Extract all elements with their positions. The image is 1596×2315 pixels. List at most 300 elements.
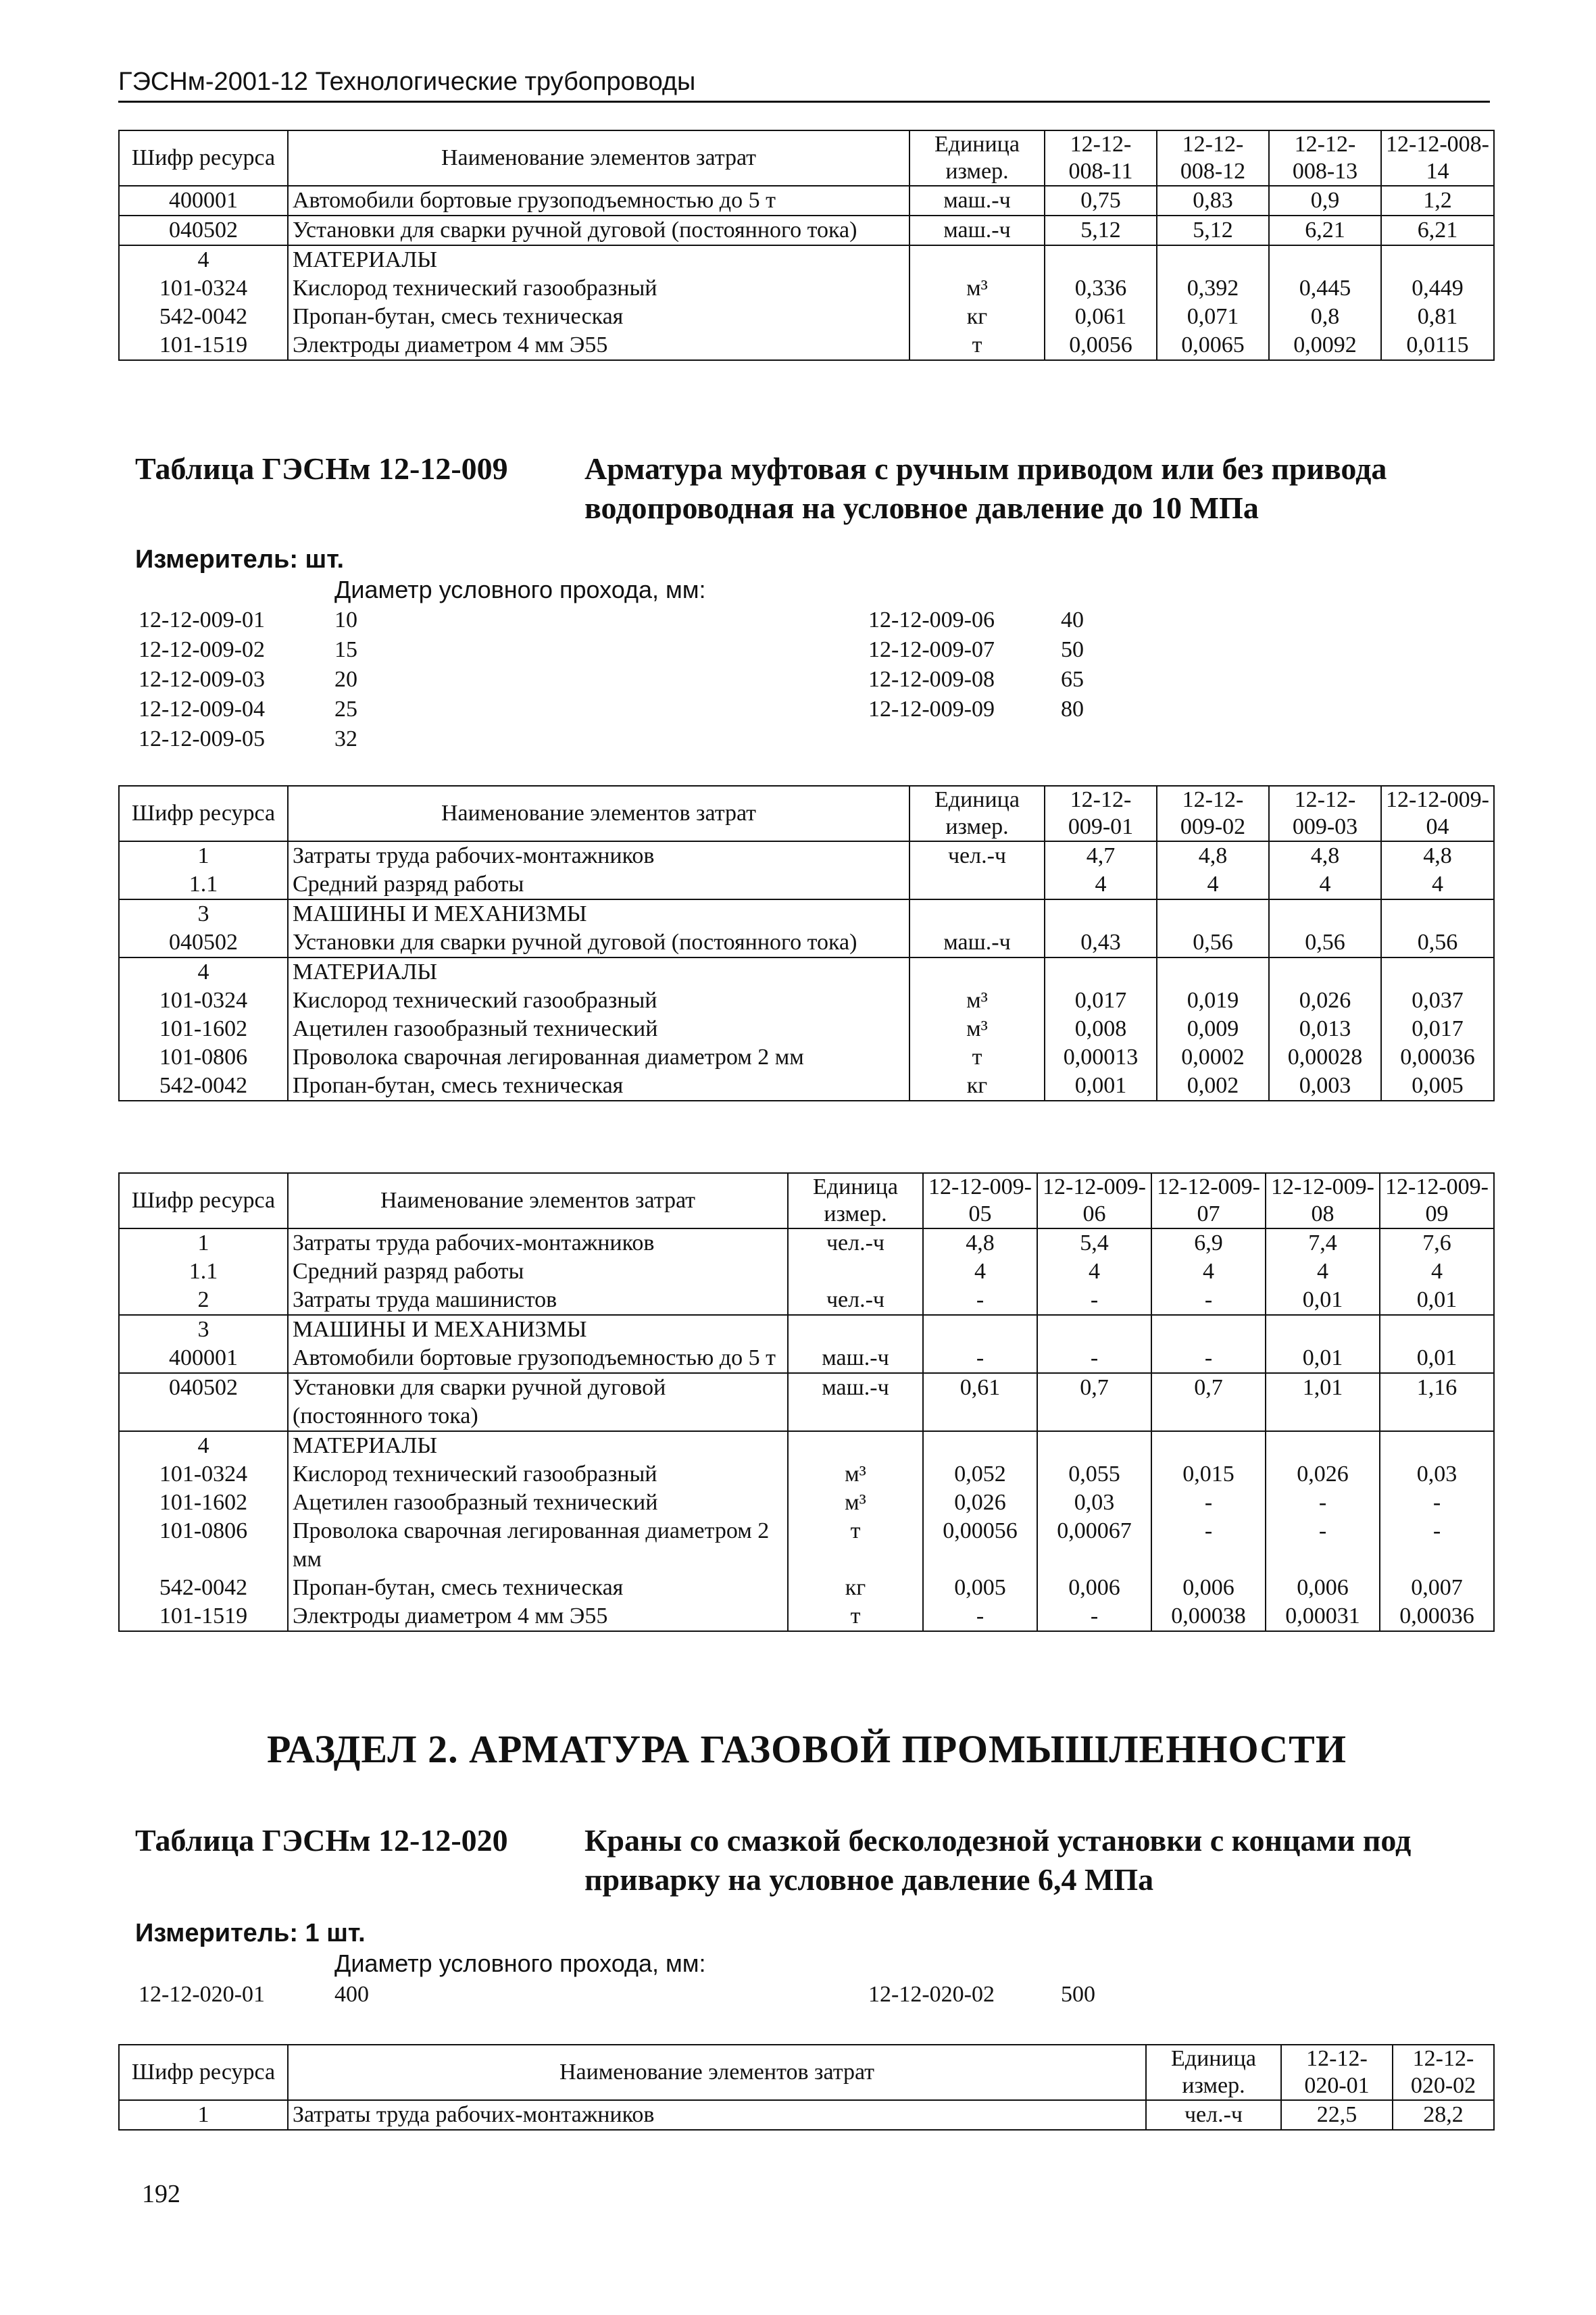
resource-code: 1 <box>119 2100 288 2130</box>
cost-element-name: МАТЕРИАЛЫ <box>288 245 909 274</box>
value-cell <box>1269 957 1381 987</box>
norm-code: 12-12-020-02 <box>868 1982 995 2007</box>
table-row <box>119 928 1494 957</box>
unit: кг <box>909 1072 1045 1101</box>
unit: т <box>788 1602 923 1631</box>
header-norm-code: 12-12-008-14 <box>1381 130 1494 186</box>
value-cell: 0,01 <box>1266 1344 1380 1373</box>
value-cell: - <box>1037 1602 1151 1631</box>
value-cell: 4,8 <box>1269 841 1381 870</box>
header-norm-code: 12-12-020-01 <box>1281 2045 1393 2100</box>
table-row <box>119 1258 1494 1286</box>
header-norm-code: 12-12-009-04 <box>1381 786 1494 841</box>
value-cell: 4,8 <box>1157 841 1269 870</box>
header-norm-code: 12-12-008-11 <box>1045 130 1157 186</box>
diameter-value: 50 <box>1061 637 1084 662</box>
value-cell <box>1380 1431 1494 1460</box>
header-norm-code: 12-12-009-03 <box>1269 786 1381 841</box>
value-cell: 4 <box>1266 1258 1380 1286</box>
unit <box>909 957 1045 987</box>
cost-element-name: Пропан-бутан, смесь техническая <box>288 1574 788 1602</box>
table-header-row <box>119 1173 1494 1228</box>
unit <box>909 870 1045 899</box>
cost-element-name: Автомобили бортовые грузоподъемностью до 5 т <box>288 1344 788 1373</box>
header-norm-code: 12-12-009-02 <box>1157 786 1269 841</box>
value-cell: 0,61 <box>923 1373 1037 1431</box>
cost-element-name: Установки для сварки ручной дуговой (постоянного тока) <box>288 216 909 245</box>
unit: кг <box>788 1574 923 1602</box>
table-row <box>119 1015 1494 1043</box>
value-cell: 0,75 <box>1045 186 1157 216</box>
value-cell <box>1380 1315 1494 1344</box>
unit <box>788 1258 923 1286</box>
unit <box>788 1431 923 1460</box>
table-row <box>119 1072 1494 1101</box>
table-row <box>119 870 1494 899</box>
value-cell <box>1037 1431 1151 1460</box>
header-norm-code: 12-12-009-08 <box>1266 1173 1380 1228</box>
table-row <box>119 2100 1494 2130</box>
value-cell: 0,0002 <box>1157 1043 1269 1072</box>
unit: маш.-ч <box>909 928 1045 957</box>
table-title-020 <box>135 1821 1500 1902</box>
value-cell: 0,007 <box>1380 1574 1494 1602</box>
norm-code: 12-12-009-07 <box>868 637 995 662</box>
table-row <box>119 841 1494 870</box>
header-norm-code: 12-12-009-06 <box>1037 1173 1151 1228</box>
value-cell <box>1266 1431 1380 1460</box>
value-cell: 4 <box>1380 1258 1494 1286</box>
cost-element-name: МАТЕРИАЛЫ <box>288 1431 788 1460</box>
diameter-value: 40 <box>1061 607 1084 632</box>
value-cell: 5,12 <box>1045 216 1157 245</box>
value-cell: 4 <box>1151 1258 1266 1286</box>
value-cell: - <box>1266 1517 1380 1574</box>
resource-code: 4 <box>119 245 288 274</box>
diameter-value: 65 <box>1061 667 1084 692</box>
meter-label: Измеритель: шт. <box>135 545 345 574</box>
value-cell <box>1045 245 1157 274</box>
table-label: Таблица ГЭСНм 12-12-009 <box>135 451 508 486</box>
value-cell: 0,009 <box>1157 1015 1269 1043</box>
section-heading: РАЗДЕЛ 2. АРМАТУРА ГАЗОВОЙ ПРОМЫШЛЕННОСТИ <box>267 1727 1347 1771</box>
unit <box>909 245 1045 274</box>
value-cell: 6,9 <box>1151 1228 1266 1258</box>
value-cell: 0,336 <box>1045 274 1157 303</box>
cost-element-name: Затраты труда рабочих-монтажников <box>288 2100 1146 2130</box>
value-cell: - <box>923 1602 1037 1631</box>
unit <box>788 1315 923 1344</box>
value-cell <box>1151 1315 1266 1344</box>
header-name: Наименование элементов затрат <box>288 130 909 186</box>
value-cell: 0,449 <box>1381 274 1494 303</box>
table-row <box>119 1460 1494 1489</box>
header-name: Наименование элементов затрат <box>288 1173 788 1228</box>
table-header-row <box>119 2045 1494 2100</box>
unit: маш.-ч <box>788 1373 923 1431</box>
cost-element-name: Пропан-бутан, смесь техническая <box>288 1072 909 1101</box>
spec-item <box>139 1980 544 2010</box>
spec-item <box>139 635 544 665</box>
norm-code: 12-12-009-09 <box>868 697 995 722</box>
value-cell: 0,0092 <box>1269 331 1381 360</box>
value-cell: - <box>1380 1489 1494 1517</box>
value-cell: 0,00028 <box>1269 1043 1381 1072</box>
cost-element-name: Затраты труда рабочих-монтажников <box>288 1228 788 1258</box>
unit: чел.-ч <box>788 1286 923 1315</box>
cost-element-name: Затраты труда машинистов <box>288 1286 788 1315</box>
resource-code: 3 <box>119 899 288 928</box>
resource-code: 101-0324 <box>119 987 288 1015</box>
resource-code: 3 <box>119 1315 288 1344</box>
header-norm-code: 12-12-020-02 <box>1393 2045 1494 2100</box>
spec-item <box>868 665 1139 695</box>
diameter-label: Диаметр условного прохода, мм: <box>334 1949 706 1977</box>
value-cell: 22,5 <box>1281 2100 1393 2130</box>
diameter-value: 20 <box>334 667 357 692</box>
cost-element-name: Затраты труда рабочих-монтажников <box>288 841 909 870</box>
header-unit: Единица измер. <box>909 786 1045 841</box>
table-header-row <box>119 130 1494 186</box>
spec-list-left <box>139 605 544 761</box>
header-norm-code: 12-12-008-13 <box>1269 130 1381 186</box>
value-cell <box>1045 957 1157 987</box>
value-cell: 1,01 <box>1266 1373 1380 1431</box>
value-cell: 1,16 <box>1380 1373 1494 1431</box>
value-cell: 0,00038 <box>1151 1602 1266 1631</box>
value-cell: 0,01 <box>1380 1344 1494 1373</box>
value-cell: 0,00036 <box>1381 1043 1494 1072</box>
value-cell: 0,0115 <box>1381 331 1494 360</box>
unit: маш.-ч <box>788 1344 923 1373</box>
value-cell: - <box>1037 1344 1151 1373</box>
table-row <box>119 1602 1494 1631</box>
value-cell: 0,00067 <box>1037 1517 1151 1574</box>
unit: т <box>909 331 1045 360</box>
spec-item <box>868 605 1139 635</box>
resource-code: 101-0324 <box>119 1460 288 1489</box>
cost-element-name: Пропан-бутан, смесь техническая <box>288 303 909 331</box>
table-row <box>119 331 1494 360</box>
value-cell: 0,0065 <box>1157 331 1269 360</box>
resource-table-009-a <box>118 785 1495 1101</box>
table-row <box>119 303 1494 331</box>
value-cell: 0,017 <box>1045 987 1157 1015</box>
table-row <box>119 987 1494 1015</box>
norm-code: 12-12-009-04 <box>139 697 265 722</box>
norm-code: 12-12-020-01 <box>139 1982 265 2007</box>
value-cell: 0,037 <box>1381 987 1494 1015</box>
value-cell: 5,12 <box>1157 216 1269 245</box>
diameter-label: Диаметр условного прохода, мм: <box>334 576 706 603</box>
cost-element-name: Автомобили бортовые грузоподъемностью до 5 т <box>288 186 909 216</box>
value-cell <box>923 1431 1037 1460</box>
value-cell <box>1269 899 1381 928</box>
cost-element-name: Кислород технический газообразный <box>288 274 909 303</box>
value-cell: 5,4 <box>1037 1228 1151 1258</box>
value-cell: 0,01 <box>1266 1286 1380 1315</box>
value-cell: 0,002 <box>1157 1072 1269 1101</box>
header-code: Шифр ресурса <box>119 1173 288 1228</box>
norm-code: 12-12-009-08 <box>868 667 995 692</box>
unit: м³ <box>909 274 1045 303</box>
table-row <box>119 1043 1494 1072</box>
value-cell: 0,006 <box>1266 1574 1380 1602</box>
value-cell: 0,00056 <box>923 1517 1037 1574</box>
value-cell: 0,445 <box>1269 274 1381 303</box>
resource-code: 2 <box>119 1286 288 1315</box>
header-unit: Единица измер. <box>788 1173 923 1228</box>
resource-code: 4 <box>119 957 288 987</box>
cost-element-name: Проволока сварочная легированная диаметром 2 мм <box>288 1517 788 1574</box>
value-cell: - <box>1037 1286 1151 1315</box>
value-cell: 0,8 <box>1269 303 1381 331</box>
cost-element-name: МАШИНЫ И МЕХАНИЗМЫ <box>288 1315 788 1344</box>
header-code: Шифр ресурса <box>119 130 288 186</box>
value-cell: 0,005 <box>923 1574 1037 1602</box>
diameter-value: 25 <box>334 697 357 722</box>
spec-item <box>139 724 544 754</box>
value-cell: 0,001 <box>1045 1072 1157 1101</box>
table-title-009 <box>135 449 1500 530</box>
value-cell: 0,56 <box>1157 928 1269 957</box>
resource-code: 040502 <box>119 1373 288 1431</box>
value-cell: 7,6 <box>1380 1228 1494 1258</box>
value-cell: 4 <box>1269 870 1381 899</box>
cost-element-name: Установки для сварки ручной дуговой (постоянного тока) <box>288 1373 788 1431</box>
resource-code: 101-1602 <box>119 1015 288 1043</box>
value-cell: - <box>1151 1489 1266 1517</box>
unit: м³ <box>788 1489 923 1517</box>
table-row <box>119 274 1494 303</box>
value-cell <box>1037 1315 1151 1344</box>
resource-code: 4 <box>119 1431 288 1460</box>
value-cell: 6,21 <box>1269 216 1381 245</box>
value-cell: 0,56 <box>1269 928 1381 957</box>
unit: м³ <box>909 1015 1045 1043</box>
resource-code: 1 <box>119 841 288 870</box>
value-cell: 0,005 <box>1381 1072 1494 1101</box>
value-cell: - <box>1151 1286 1266 1315</box>
value-cell: - <box>1266 1489 1380 1517</box>
value-cell: 0,00013 <box>1045 1043 1157 1072</box>
value-cell: 0,03 <box>1037 1489 1151 1517</box>
header-norm-code: 12-12-009-09 <box>1380 1173 1494 1228</box>
value-cell: 0,017 <box>1381 1015 1494 1043</box>
running-header: ГЭСНм-2001-12 Технологические трубопроводы <box>118 68 1490 103</box>
resource-table-009-b <box>118 1172 1495 1632</box>
diameter-value: 80 <box>1061 697 1084 722</box>
spec-list-right <box>868 605 1139 734</box>
resource-code: 400001 <box>119 186 288 216</box>
table-row <box>119 1286 1494 1315</box>
spec-item <box>868 695 1139 724</box>
value-cell: 0,071 <box>1157 303 1269 331</box>
value-cell: 0,015 <box>1151 1460 1266 1489</box>
cost-element-name: Средний разряд работы <box>288 1258 788 1286</box>
resource-code: 542-0042 <box>119 1072 288 1101</box>
value-cell <box>1381 957 1494 987</box>
cost-element-name: МАШИНЫ И МЕХАНИЗМЫ <box>288 899 909 928</box>
value-cell <box>1157 957 1269 987</box>
cost-element-name: Установки для сварки ручной дуговой (постоянного тока) <box>288 928 909 957</box>
diameter-value: 15 <box>334 637 357 662</box>
unit <box>909 899 1045 928</box>
table-row <box>119 216 1494 245</box>
spec-item <box>868 635 1139 665</box>
value-cell: 0,026 <box>1269 987 1381 1015</box>
value-cell: 0,008 <box>1045 1015 1157 1043</box>
value-cell: 4 <box>1045 870 1157 899</box>
table-row <box>119 1373 1494 1431</box>
value-cell: 7,4 <box>1266 1228 1380 1258</box>
value-cell: 0,003 <box>1269 1072 1381 1101</box>
value-cell: 0,019 <box>1157 987 1269 1015</box>
table-row <box>119 1517 1494 1574</box>
spec-item <box>868 1980 1139 2010</box>
resource-code: 101-1602 <box>119 1489 288 1517</box>
spec-list-left <box>139 1980 544 2014</box>
header-name: Наименование элементов затрат <box>288 2045 1146 2100</box>
cost-element-name: Кислород технический газообразный <box>288 1460 788 1489</box>
unit: чел.-ч <box>909 841 1045 870</box>
header-name: Наименование элементов затрат <box>288 786 909 841</box>
cost-element-name: Электроды диаметром 4 мм Э55 <box>288 331 909 360</box>
table-row <box>119 1574 1494 1602</box>
value-cell: 4 <box>1037 1258 1151 1286</box>
value-cell: 0,026 <box>1266 1460 1380 1489</box>
value-cell: 28,2 <box>1393 2100 1494 2130</box>
header-norm-code: 12-12-009-05 <box>923 1173 1037 1228</box>
value-cell: 1,2 <box>1381 186 1494 216</box>
unit: маш.-ч <box>909 186 1045 216</box>
value-cell: 0,006 <box>1037 1574 1151 1602</box>
section-row <box>119 245 1494 274</box>
spec-item <box>139 605 544 635</box>
resource-table-008 <box>118 130 1495 361</box>
value-cell: 0,392 <box>1157 274 1269 303</box>
value-cell <box>1381 245 1494 274</box>
unit: чел.-ч <box>1146 2100 1281 2130</box>
norm-code: 12-12-009-02 <box>139 637 265 662</box>
value-cell: - <box>923 1286 1037 1315</box>
value-cell: 0,01 <box>1380 1286 1494 1315</box>
value-cell: 4,8 <box>1381 841 1494 870</box>
section-row <box>119 1431 1494 1460</box>
spec-item <box>139 665 544 695</box>
resource-code: 1.1 <box>119 1258 288 1286</box>
value-cell: 0,9 <box>1269 186 1381 216</box>
unit: м³ <box>788 1460 923 1489</box>
section-row <box>119 1315 1494 1344</box>
header-norm-code: 12-12-009-01 <box>1045 786 1157 841</box>
cost-element-name: Ацетилен газообразный технический <box>288 1015 909 1043</box>
header-unit: Единица измер. <box>1146 2045 1281 2100</box>
norm-code: 12-12-009-03 <box>139 667 265 692</box>
resource-code: 101-0806 <box>119 1043 288 1072</box>
value-cell <box>1269 245 1381 274</box>
value-cell: 0,7 <box>1151 1373 1266 1431</box>
page-number: 192 <box>142 2180 180 2208</box>
value-cell <box>923 1315 1037 1344</box>
value-cell: 0,00031 <box>1266 1602 1380 1631</box>
table-label: Таблица ГЭСНм 12-12-020 <box>135 1823 508 1858</box>
value-cell: - <box>1151 1344 1266 1373</box>
resource-code: 1.1 <box>119 870 288 899</box>
resource-table-020 <box>118 2044 1495 2131</box>
cost-element-name: Ацетилен газообразный технический <box>288 1489 788 1517</box>
value-cell: 0,7 <box>1037 1373 1151 1431</box>
diameter-value: 32 <box>334 726 357 751</box>
resource-code: 542-0042 <box>119 303 288 331</box>
table-row <box>119 186 1494 216</box>
table-header-row <box>119 786 1494 841</box>
meter-label: Измеритель: 1 шт. <box>135 1919 366 1947</box>
resource-code: 101-1519 <box>119 1602 288 1631</box>
spec-list-right <box>868 1980 1139 2014</box>
header-unit: Единица измер. <box>909 130 1045 186</box>
value-cell: 4 <box>1381 870 1494 899</box>
value-cell: 0,03 <box>1380 1460 1494 1489</box>
value-cell: 0,00036 <box>1380 1602 1494 1631</box>
value-cell: - <box>1380 1517 1494 1574</box>
value-cell: 0,43 <box>1045 928 1157 957</box>
resource-code: 1 <box>119 1228 288 1258</box>
value-cell <box>1381 899 1494 928</box>
cost-element-name: МАТЕРИАЛЫ <box>288 957 909 987</box>
norm-code: 12-12-009-01 <box>139 607 265 632</box>
resource-code: 101-0324 <box>119 274 288 303</box>
unit: маш.-ч <box>909 216 1045 245</box>
unit: м³ <box>909 987 1045 1015</box>
value-cell <box>1157 899 1269 928</box>
cost-element-name: Проволока сварочная легированная диаметром 2 мм <box>288 1043 909 1072</box>
value-cell: 0,026 <box>923 1489 1037 1517</box>
diameter-value: 10 <box>334 607 357 632</box>
unit: чел.-ч <box>788 1228 923 1258</box>
table-row <box>119 1228 1494 1258</box>
value-cell: 4 <box>923 1258 1037 1286</box>
value-cell: 4,7 <box>1045 841 1157 870</box>
value-cell: 0,061 <box>1045 303 1157 331</box>
diameter-value: 400 <box>334 1982 369 2007</box>
section-row <box>119 899 1494 928</box>
value-cell: 6,21 <box>1381 216 1494 245</box>
cost-element-name: Средний разряд работы <box>288 870 909 899</box>
value-cell: 0,013 <box>1269 1015 1381 1043</box>
table-caption: Краны со смазкой бесколодезной установки с концами под приварку на условное давление 6,4 МПа <box>584 1823 1412 1897</box>
norm-code: 12-12-009-05 <box>139 726 265 751</box>
unit: т <box>788 1517 923 1574</box>
cost-element-name: Электроды диаметром 4 мм Э55 <box>288 1602 788 1631</box>
unit: т <box>909 1043 1045 1072</box>
header-norm-code: 12-12-009-07 <box>1151 1173 1266 1228</box>
cost-element-name: Кислород технический газообразный <box>288 987 909 1015</box>
diameter-value: 500 <box>1061 1982 1095 2007</box>
value-cell: 0,56 <box>1381 928 1494 957</box>
table-caption: Арматура муфтовая с ручным приводом или без привода водопроводная на условное давление до 10 МПа <box>584 451 1387 525</box>
resource-code: 040502 <box>119 216 288 245</box>
value-cell: 0,0056 <box>1045 331 1157 360</box>
resource-code: 101-0806 <box>119 1517 288 1574</box>
spec-item <box>139 695 544 724</box>
value-cell <box>1151 1431 1266 1460</box>
table-row <box>119 1344 1494 1373</box>
value-cell: - <box>1151 1517 1266 1574</box>
table-row <box>119 1489 1494 1517</box>
value-cell: - <box>923 1344 1037 1373</box>
norm-code: 12-12-009-06 <box>868 607 995 632</box>
